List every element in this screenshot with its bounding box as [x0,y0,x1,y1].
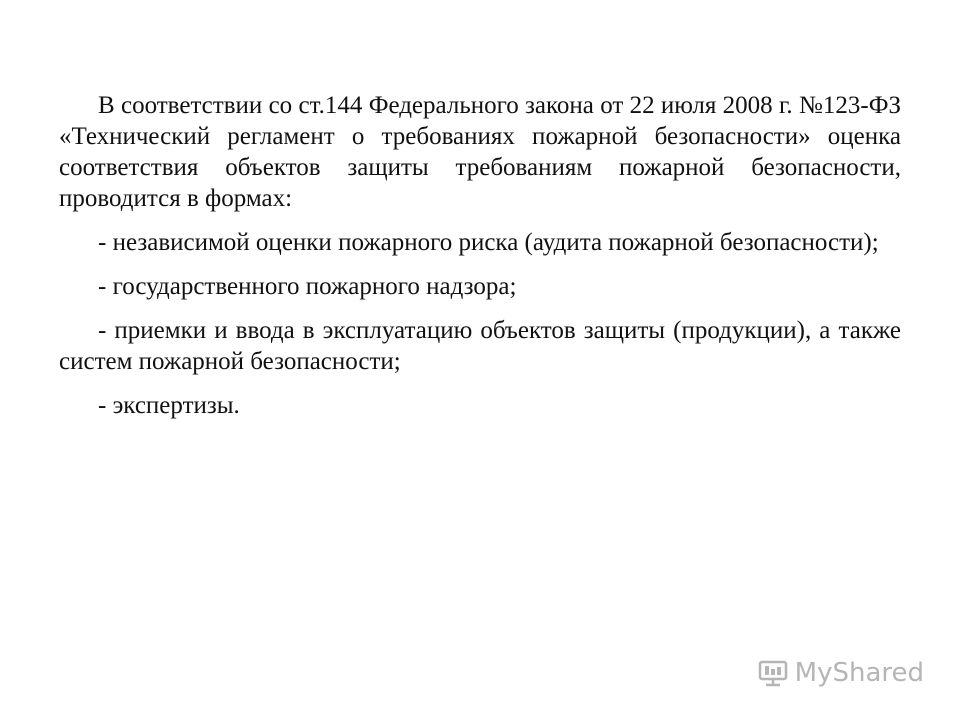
watermark [757,657,924,689]
list-item-acceptance-commissioning: - приемки и ввода в эксплуатацию объектов защиты (продукции), а также систем пожарной безопасности; [59,317,901,375]
myshared-logo-icon [757,657,789,689]
list-item-state-supervision: - государственного пожарного надзора; [98,273,517,300]
intro-paragraph: В соответствии со ст.144 Федерального закона от 22 июля 2008 г. №123-ФЗ «Технический регламент о требованиях пожарной безопасности» оценка соответствия объектов защиты требованиям пожарной безопасности, проводится в формах: [59,92,901,212]
watermark-text: MyShared [794,658,924,688]
list-item-expertise: - экспертизы. [98,392,240,419]
list-item-fire-risk-assessment: - независимой оценки пожарного риска (аудита пожарной безопасности); [98,229,879,256]
slide-body [59,90,901,434]
